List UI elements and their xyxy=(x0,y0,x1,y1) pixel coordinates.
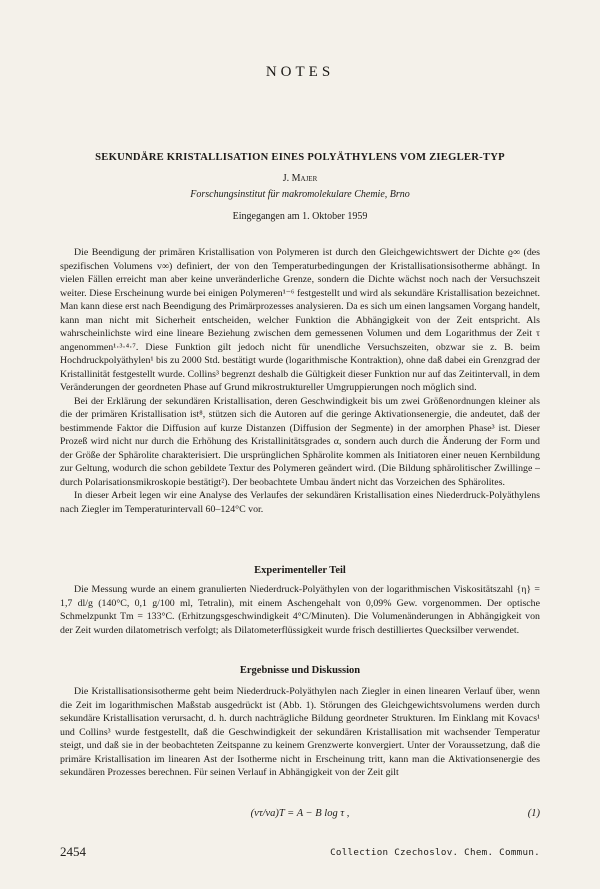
journal-name: Collection Czechoslov. Chem. Commun. xyxy=(330,847,540,858)
received-date: Eingegangen am 1. Oktober 1959 xyxy=(232,211,368,222)
article-title: SEKUNDÄRE KRISTALLISATION EINES POLYÄTHYLENS VOM ZIEGLER-TYP xyxy=(95,152,505,163)
equation-expression: (vτ/va)T = A − B log τ , xyxy=(250,808,350,819)
introduction-body xyxy=(60,246,540,516)
paragraph: Die Beendigung der primären Kristallisation von Polymeren ist durch den Gleichgewichtswert der Dichte ϱ∞ (des spezifischen Volumens v∞) definiert, der von den Temperaturbedingungen der Kristallisationsisotherme abhängt. In vielen Fällen erreicht man aber keine unveränderliche Grenze, sondern die Dichte wächst noch nach der Versuchszeit weiter. Diese Erscheinung wurde bei einigen Polymeren¹⁻⁶ festgestellt und wird als sekundäre Kristallisation bezeichnet. Man kann diese erst nach Beendigung des Primärprozesses analysieren. Da es sich um einen langsamen Vorgang handelt, kann man nicht mit Sicherheit entscheiden, welcher Funktion die Abhängigkeit von der Zeit entspricht. Als wahrscheinlichste wird eine lineare Beziehung zwischen dem gemessenen Volumen und dem Logarithmus der Zeit τ angenommen¹·³·⁴·⁷. Diese Funktion gilt jedoch nicht für unendliche Versuchszeiten, obzwar sie z. B. beim Hochdruckpolyäthylen¹ bis zu 2000 Std. bestätigt wurde (logarithmische Kontraktion), ohne daß dabei ein Grenzgrad der Kristallinität festgestellt wurde. Collins³ begrenzt deshalb die Gültigkeit dieser Funktion nur auf das Zeitintervall, in dem Veränderungen der geordneten Phase auf Grund mikrostruktureller Umgruppierungen noch möglich sind. xyxy=(60,247,540,393)
paragraph: Die Kristallisationsisotherme geht beim Niederdruck-Polyäthylen nach Ziegler in einen linearen Verlauf über, wenn die Zeit im logarithmischen Maßstab ausgedrückt ist (Abb. 1). Störungen des Gleichgewichtsvolumens werden durch sekundäre Kristallisation verursacht, d. h. durch nachträgliche Bildung geordneter Strukturen. Im Einklang mit Kovacs¹ und Collins³ wurde festgestellt, daß die Geschwindigkeit der sekundären Kristallisation mit wachsender Temperatur steigt, und daß sie in der beobachteten Zeitspanne zu keinem Grenzwerte konvergiert. Unter der Voraussetzung, daß die primäre Kristallisation im linearen Ast der Isotherme nicht in Erscheinung tritt, kann man die Aktivationsenergie des sekundären Prozesses berechnen. Für seinen Verlauf in Abhängigkeit von der Zeit gilt xyxy=(60,686,540,778)
paragraph: Die Messung wurde an einem granulierten Niederdruck-Polyäthylen von der logarithmischen Viskositätszahl {η} = 1,7 dl/g (140°C, 0,1 g/100 ml, Tetralin), mit einem Aschengehalt von 0,09% Gew. vorgenommen. Der optische Schmelzpunkt Tm = 133°C. (Erhitzungsgeschwindigkeit 4°C/Minuten). Die Volumenänderungen in Abhängigkeit von der Zeit wurden dilatometrisch verfolgt; als Dilatometerflüssigkeit wurde frisch destilliertes Quecksilber verwendet. xyxy=(60,584,540,636)
paragraph: In dieser Arbeit legen wir eine Analyse des Verlaufes der sekundären Kristallisation eines Niederdruck-Polyäthylens nach Ziegler im Temperaturintervall 60–124°C vor. xyxy=(60,490,540,515)
paragraph: Bei der Erklärung der sekundären Kristallisation, deren Geschwindigkeit bis um zwei Größenordnungen kleiner als die der primären Kristallisation ist⁸, stützen sich die Autoren auf die geringe Aktivationsenergie, die andeutet, daß der bestimmende Faktor die Diffusion auf kurze Distanzen (Diffusion der Segmente) in der amorphen Phase³ ist. Dieser Prozeß wird nicht nur durch die Erhöhung des Kristallinitätsgrades α, sondern auch durch die Änderung der Form und der Größe der Sphärolite charakterisiert. Die ursprünglichen Sphärolite kommen als Initiatoren einer neuen Kernbildung zur Geltung, wodurch die schon gebildete Textur des Polymeren geändert wird. (Die Bildung sphärolitischer Zwillinge – durch Polarisationsmikroskopie bestätigt²). Der beobachtete Umbau ändert nicht das Vorzeichen des Sphärolites. xyxy=(60,395,540,488)
section-heading-results: Ergebnisse und Diskussion xyxy=(239,665,361,676)
page-number: 2454 xyxy=(60,844,86,859)
author-name: J. Majer xyxy=(282,173,318,184)
section-heading-experimental: Experimenteller Teil xyxy=(254,565,346,576)
results-body xyxy=(60,685,540,780)
section-label: NOTES xyxy=(265,64,335,80)
experimental-body xyxy=(60,583,540,637)
equation-number: (1) xyxy=(527,808,540,819)
author-affiliation: Forschungsinstitut für makromolekulare Chemie, Brno xyxy=(190,189,410,200)
